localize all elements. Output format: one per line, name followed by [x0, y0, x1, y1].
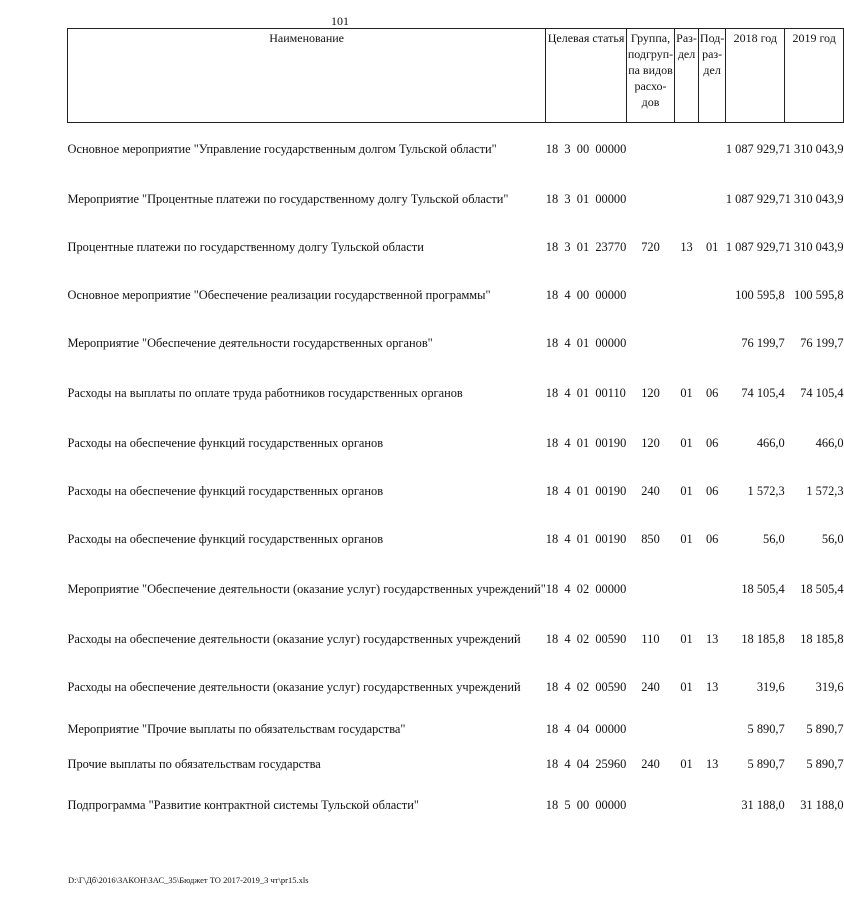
row-subsection: 13	[705, 679, 719, 694]
table-row	[68, 368, 844, 420]
row-2019: 1 310 043,9	[784, 239, 844, 254]
row-2018: 100 595,8	[735, 287, 785, 302]
row-subsection: 06	[705, 531, 719, 546]
row-section: 01	[680, 435, 693, 450]
header-section: Раз-дел	[675, 29, 699, 123]
table-row	[68, 664, 844, 712]
row-group	[626, 123, 674, 176]
table-row	[68, 616, 844, 664]
row-section	[675, 782, 699, 830]
row-code: 18 4 04 00000	[545, 721, 627, 736]
row-group	[626, 320, 674, 368]
table-row	[68, 272, 844, 320]
row-name: Расходы на обеспечение функций государственных органов	[67, 435, 384, 450]
row-2018: 5 890,7	[747, 721, 785, 736]
row-group: 240	[641, 483, 660, 498]
header-2019: 2019 год	[785, 29, 844, 123]
row-2018: 74 105,4	[741, 385, 785, 400]
row-2019: 56,0	[821, 531, 844, 546]
header-expense-group: Группа, подгруп-па видов расхо-дов	[626, 29, 674, 123]
row-name: Расходы на обеспечение деятельности (оказание услуг) государственных учреждений	[67, 631, 521, 646]
row-2019: 76 199,7	[800, 335, 844, 350]
row-code: 18 3 00 00000	[545, 141, 627, 156]
row-2018: 18 505,4	[741, 581, 785, 596]
table-row	[68, 516, 844, 564]
header-row	[68, 29, 844, 123]
row-section	[675, 176, 699, 224]
row-section	[675, 123, 699, 176]
row-subsection	[698, 782, 725, 830]
table-row	[68, 468, 844, 516]
budget-table	[67, 28, 844, 830]
row-subsection: 13	[705, 631, 719, 646]
row-section	[675, 712, 699, 748]
row-code: 18 4 01 00190	[545, 483, 627, 498]
row-2019: 319,6	[815, 679, 844, 694]
row-subsection: 13	[705, 756, 719, 771]
header-2018: 2018 год	[726, 29, 785, 123]
row-group: 110	[641, 631, 660, 646]
row-name: Мероприятие "Прочие выплаты по обязательствам государства"	[67, 721, 406, 736]
row-2019: 5 890,7	[806, 721, 844, 736]
row-2019: 31 188,0	[800, 797, 844, 812]
header-subsection: Под-раз-дел	[698, 29, 725, 123]
row-name: Расходы на обеспечение деятельности (оказание услуг) государственных учреждений	[67, 679, 521, 694]
row-name: Основное мероприятие "Обеспечение реализации государственной программы"	[67, 287, 491, 302]
row-2018: 1 572,3	[747, 483, 785, 498]
row-name: Мероприятие "Обеспечение деятельности государственных органов"	[67, 335, 433, 350]
row-group: 120	[641, 435, 660, 450]
row-name: Подпрограмма "Развитие контрактной системы Тульской области"	[67, 797, 419, 812]
row-code: 18 4 04 25960	[545, 756, 627, 771]
row-name: Основное мероприятие "Управление государственным долгом Тульской области"	[67, 141, 497, 156]
row-2018: 1 087 929,7	[725, 141, 785, 156]
row-group	[626, 712, 674, 748]
row-code: 18 4 02 00000	[545, 581, 627, 596]
row-2018: 1 087 929,7	[725, 191, 785, 206]
row-2018: 466,0	[756, 435, 785, 450]
table-row	[68, 782, 844, 830]
row-name: Расходы на обеспечение функций государственных органов	[67, 483, 384, 498]
row-2019: 5 890,7	[806, 756, 844, 771]
row-section	[675, 320, 699, 368]
row-group	[626, 176, 674, 224]
table-row	[68, 564, 844, 616]
row-code: 18 4 02 00590	[545, 679, 627, 694]
row-subsection	[698, 712, 725, 748]
row-2019: 1 310 043,9	[784, 141, 844, 156]
row-name: Процентные платежи по государственному долгу Тульской области	[67, 239, 424, 254]
row-name: Расходы на выплаты по оплате труда работников государственных органов	[67, 385, 463, 400]
row-2019: 18 185,8	[800, 631, 844, 646]
header-name: Наименование	[68, 29, 546, 123]
row-subsection	[698, 320, 725, 368]
row-code: 18 3 01 00000	[545, 191, 627, 206]
row-group	[626, 272, 674, 320]
row-group: 240	[641, 756, 660, 771]
row-section: 01	[680, 483, 693, 498]
table-row	[68, 176, 844, 224]
row-2019: 100 595,8	[794, 287, 844, 302]
row-code: 18 3 01 23770	[545, 239, 627, 254]
row-code: 18 4 01 00000	[545, 335, 627, 350]
header-target-article: Целевая статья	[546, 29, 627, 123]
row-code: 18 4 00 00000	[545, 287, 627, 302]
row-2018: 56,0	[763, 531, 785, 546]
row-group	[626, 564, 674, 616]
row-2018: 5 890,7	[747, 756, 785, 771]
row-name: Мероприятие "Процентные платежи по государственному долгу Тульской области"	[67, 191, 509, 206]
row-subsection: 06	[705, 385, 719, 400]
row-name: Прочие выплаты по обязательствам государства	[67, 756, 321, 771]
table-row	[68, 320, 844, 368]
row-subsection	[698, 123, 725, 176]
row-section	[675, 272, 699, 320]
row-code: 18 5 00 00000	[545, 797, 627, 812]
row-subsection: 06	[705, 483, 719, 498]
row-2018: 76 199,7	[741, 335, 785, 350]
row-group: 720	[641, 239, 660, 254]
row-2018: 319,6	[756, 679, 785, 694]
table-row	[68, 123, 844, 176]
file-path-footer: D:\Г\Дб\2016\ЗАКОН\ЗАС_35\Бюджет ТО 2017-2019_3 чт\pr15.xls	[68, 875, 309, 885]
row-group: 120	[641, 385, 660, 400]
row-subsection: 01	[705, 239, 719, 254]
row-2019: 74 105,4	[800, 385, 844, 400]
row-2019: 1 572,3	[806, 483, 844, 498]
row-section	[675, 564, 699, 616]
row-2018: 31 188,0	[741, 797, 785, 812]
row-section: 01	[680, 756, 693, 771]
row-subsection	[698, 272, 725, 320]
row-group: 240	[641, 679, 660, 694]
row-code: 18 4 01 00190	[545, 531, 627, 546]
row-subsection: 06	[705, 435, 719, 450]
row-subsection	[698, 564, 725, 616]
row-code: 18 4 02 00590	[545, 631, 627, 646]
table-row	[68, 420, 844, 468]
row-2019: 466,0	[815, 435, 844, 450]
row-2018: 18 185,8	[741, 631, 785, 646]
row-section: 01	[680, 631, 693, 646]
row-2019: 1 310 043,9	[784, 191, 844, 206]
row-name: Мероприятие "Обеспечение деятельности (оказание услуг) государственных учреждений"	[67, 581, 546, 596]
row-2019: 18 505,4	[800, 581, 844, 596]
table-row	[68, 712, 844, 748]
page-number: 101	[331, 14, 349, 28]
row-group	[626, 782, 674, 830]
row-group: 850	[641, 531, 660, 546]
row-code: 18 4 01 00190	[545, 435, 627, 450]
row-section: 13	[680, 239, 693, 254]
row-2018: 1 087 929,7	[725, 239, 785, 254]
row-subsection	[698, 176, 725, 224]
row-code: 18 4 01 00110	[545, 385, 626, 400]
row-section: 01	[680, 679, 693, 694]
table-row	[68, 748, 844, 782]
row-name: Расходы на обеспечение функций государственных органов	[67, 531, 384, 546]
row-section: 01	[680, 385, 693, 400]
table-row	[68, 224, 844, 272]
row-section: 01	[680, 531, 693, 546]
